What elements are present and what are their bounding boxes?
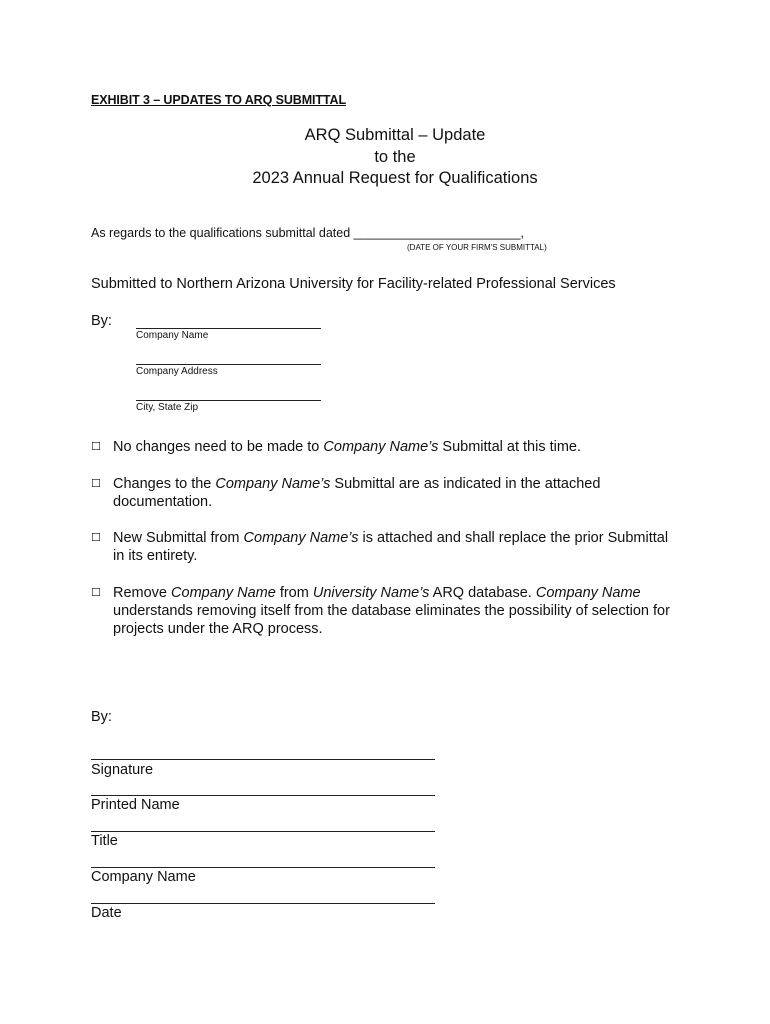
option-new-submittal (91, 529, 681, 565)
city-state-zip-label: City, State Zip (136, 402, 199, 413)
checkbox-icon[interactable]: ☐ (91, 532, 101, 544)
signature-line[interactable] (91, 759, 435, 760)
printed-name-label: Printed Name (91, 797, 180, 813)
company-address-label: Company Address (136, 366, 218, 377)
title-label: Title (91, 833, 118, 849)
company-name-sig-label: Company Name (91, 869, 196, 885)
option-text: Changes to the Company Name’s Submittal are as indicated in the attached documentation. (113, 476, 601, 510)
company-name-sig-line[interactable] (91, 867, 435, 868)
date-line[interactable] (91, 903, 435, 904)
checkbox-icon[interactable]: ☐ (91, 441, 101, 453)
checkbox-icon[interactable]: ☐ (91, 587, 101, 599)
title-line-2: to the (374, 147, 416, 166)
signature-by-label: By: (91, 709, 112, 725)
option-text: No changes need to be made to Company Name’s Submittal at this time. (113, 439, 582, 455)
document-title (0, 125, 770, 190)
regards-statement: As regards to the qualifications submittal dated ________________________, (91, 226, 524, 240)
exhibit-heading: EXHIBIT 3 – UPDATES TO ARQ SUBMITTAL (91, 93, 346, 107)
title-line-1: ARQ Submittal – Update (304, 126, 486, 144)
option-changes-attached (91, 475, 681, 511)
option-remove (91, 584, 681, 638)
date-caption: (DATE OF YOUR FIRM'S SUBMITTAL) (407, 243, 547, 252)
title-line-3: 2023 Annual Request for Qualifications (252, 169, 538, 187)
submitted-to-statement: Submitted to Northern Arizona University for Facility-related Professional Services (91, 276, 616, 292)
company-name-line[interactable] (136, 328, 321, 329)
city-state-zip-line[interactable] (136, 400, 321, 401)
option-text: Remove Company Name from University Name’s ARQ database. Company Name understands removing itself from the database eliminates the possibility of selection for projects under the ARQ process. (113, 585, 670, 637)
checkbox-icon[interactable]: ☐ (91, 478, 101, 490)
title-line[interactable] (91, 831, 435, 832)
company-address-line[interactable] (136, 364, 321, 365)
company-name-label: Company Name (136, 330, 209, 341)
by-label: By: (91, 313, 112, 329)
option-no-changes (91, 438, 681, 456)
option-text: New Submittal from Company Name’s is attached and shall replace the prior Submittal in its entirety. (113, 530, 669, 564)
printed-name-line[interactable] (91, 795, 435, 796)
signature-label: Signature (91, 762, 154, 778)
date-label: Date (91, 905, 122, 921)
